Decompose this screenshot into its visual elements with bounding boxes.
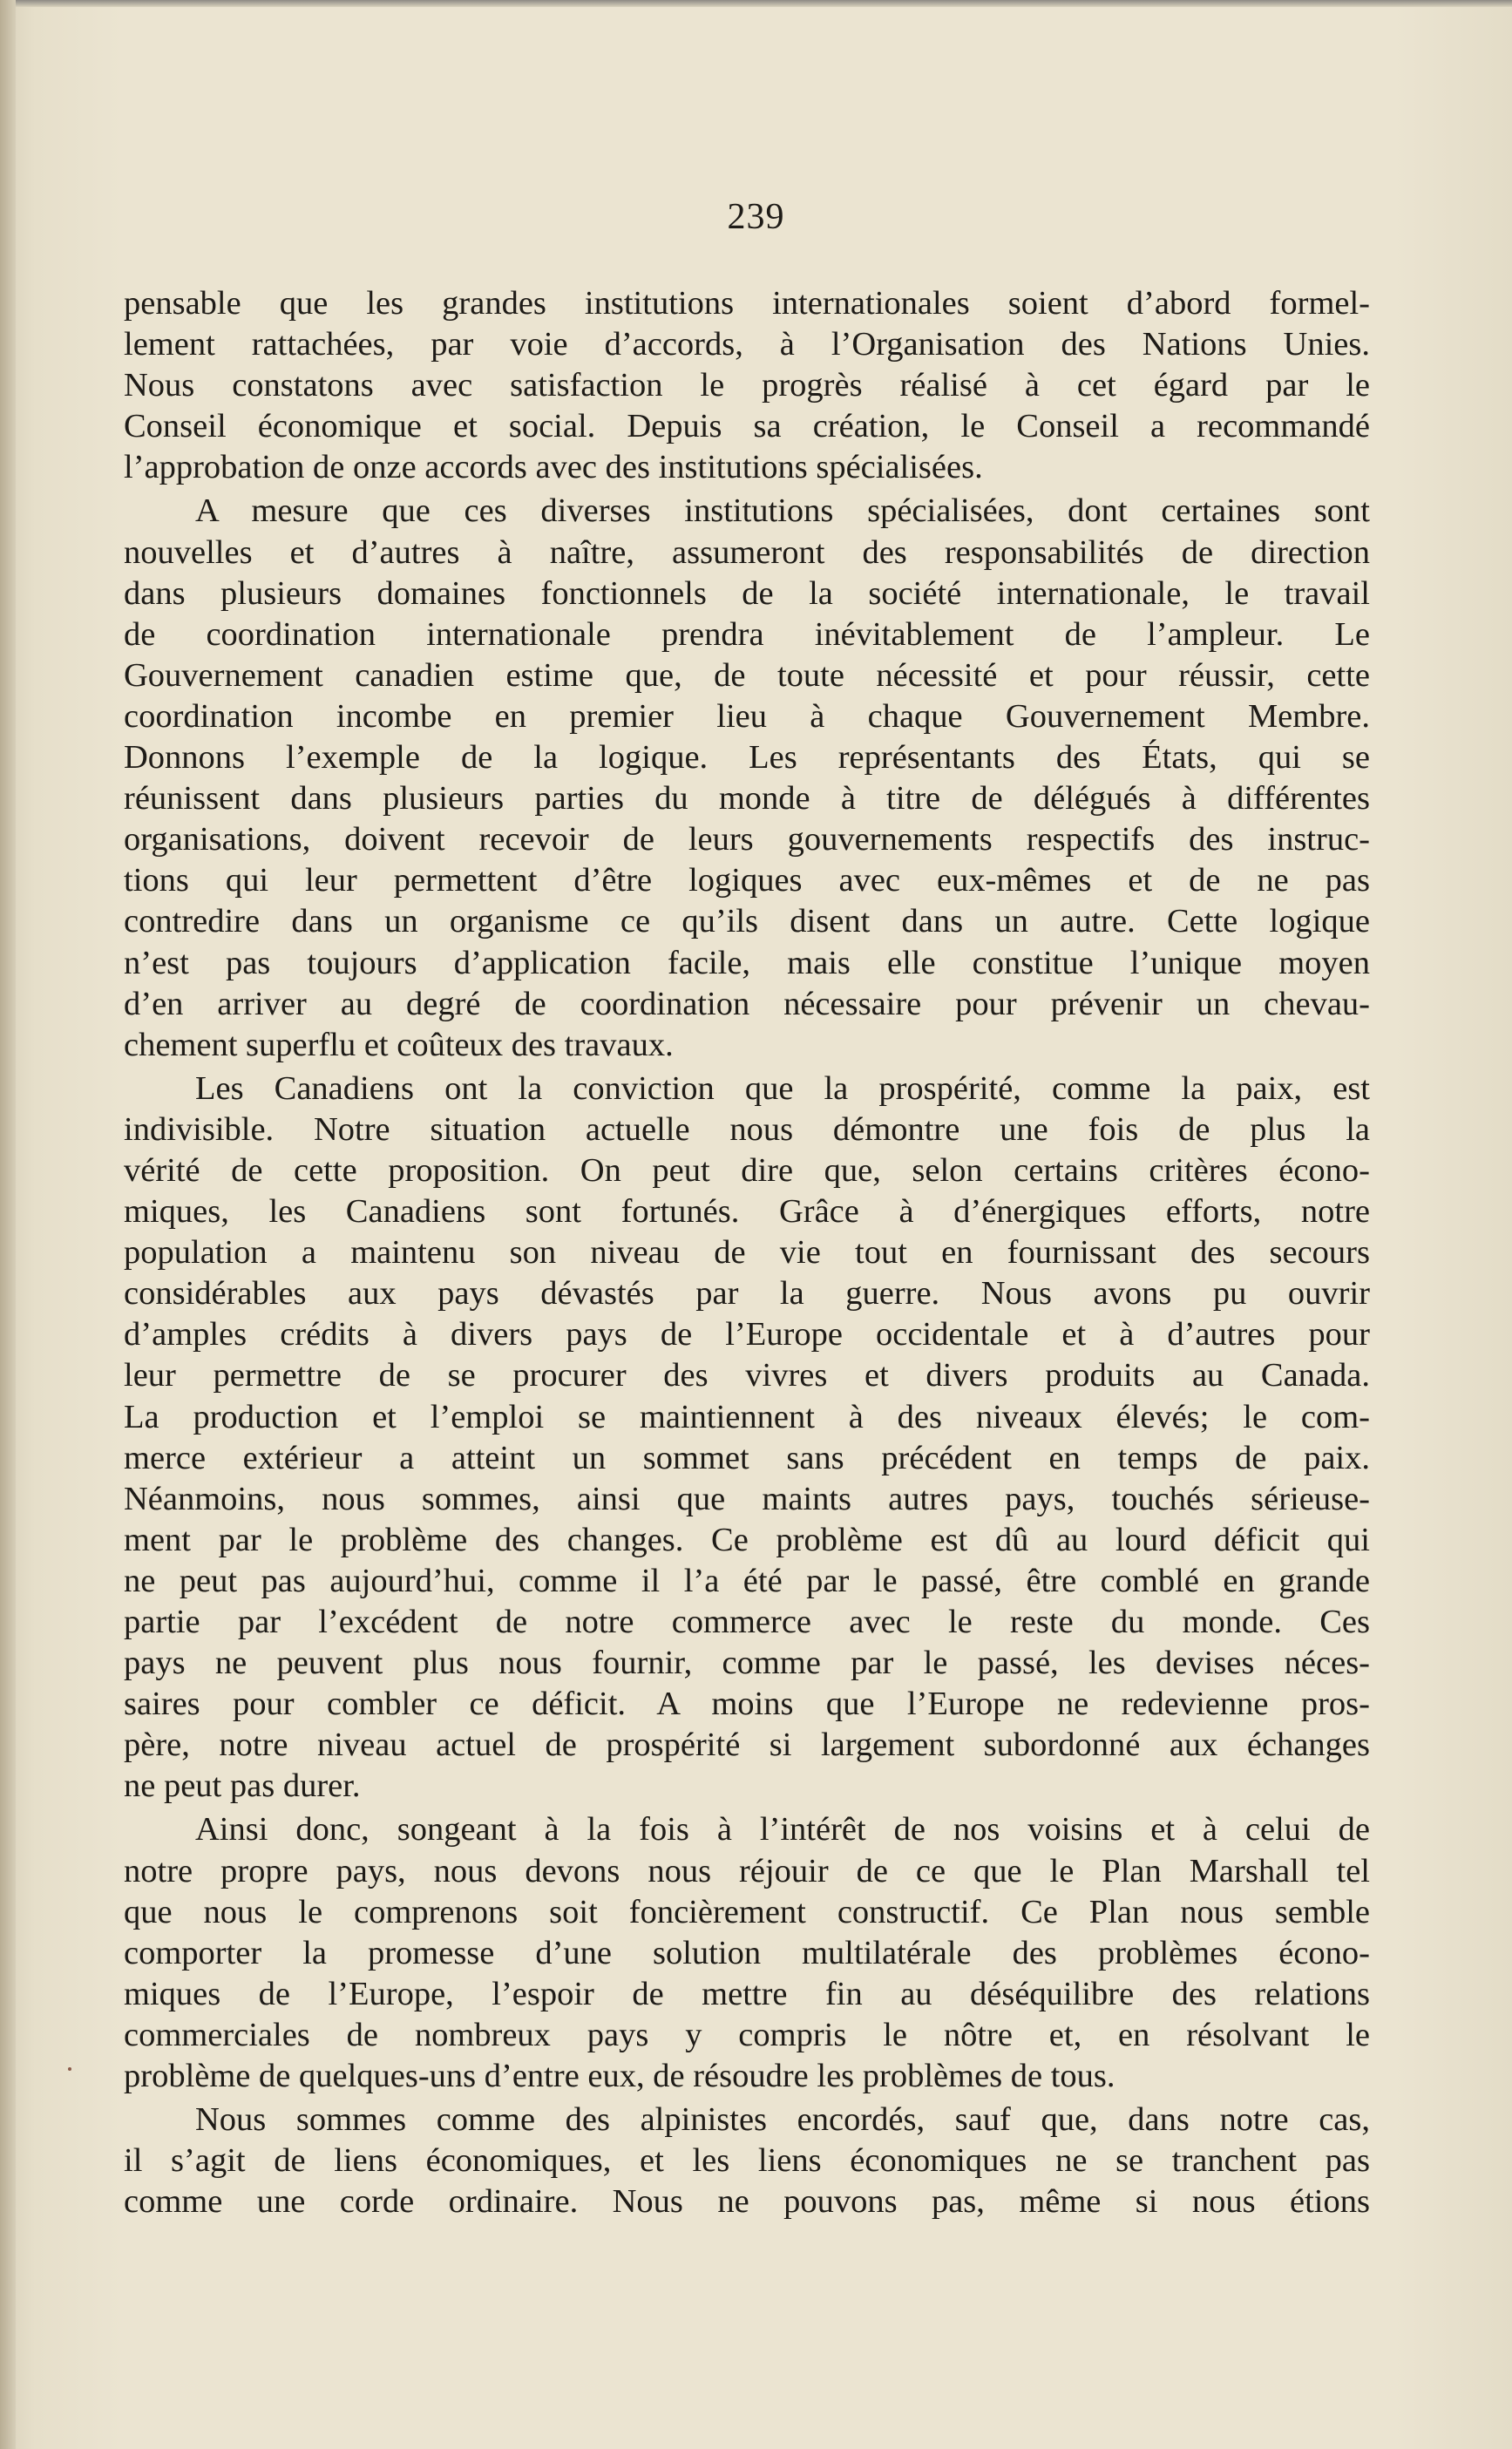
text-line: n’est pas toujours d’application facile, mais elle constitue l’unique moyen xyxy=(124,944,1370,981)
text-line: dans plusieurs domaines fonctionnels de la société internationale, le travail xyxy=(124,574,1370,612)
text-line: saires pour combler ce déficit. A moins que l’Europe ne redevienne pros- xyxy=(124,1686,1370,1723)
text-line: commerciales de nombreux pays y compris le nôtre et, en résolvant le xyxy=(124,2016,1370,2053)
text-line: contredire dans un organisme ce qu’ils disent dans un autre. Cette logique xyxy=(124,903,1370,940)
text-line: organisations, doivent recevoir de leurs gouvernements respectifs des instruc- xyxy=(124,821,1370,858)
text-line: comporter la promesse d’une solution multilatérale des problèmes écono- xyxy=(124,1934,1370,1971)
text-line: pensable que les grandes institutions internationales soient d’abord formel- xyxy=(124,285,1370,322)
text-line: Nous sommes comme des alpinistes encordés, sauf que, dans notre cas, xyxy=(195,2101,1370,2139)
text-line: père, notre niveau actuel de prospérité si largement subordonné aux échanges xyxy=(124,1727,1370,1764)
text-line: Ainsi donc, songeant à la fois à l’intérêt de nos voisins et à celui de xyxy=(195,1811,1370,1849)
page-number: 239 xyxy=(727,197,785,237)
paragraph xyxy=(124,1068,1370,1808)
text-line: réunissent dans plusieurs parties du monde à titre de délégués à différentes xyxy=(124,780,1370,817)
page-top-edge xyxy=(0,0,1512,7)
text-line: pays ne peuvent plus nous fournir, comme par le passé, les devises néces- xyxy=(124,1645,1370,1682)
text-line: l’approbation de onze accords avec des institutions spécialisées. xyxy=(124,449,983,486)
paragraph xyxy=(124,1809,1370,2097)
text-line: Gouvernement canadien estime que, de toute nécessité et pour réussir, cette xyxy=(124,656,1370,694)
text-line: population a maintenu son niveau de vie tout en fournissant des secours xyxy=(124,1234,1370,1272)
text-line: miques de l’Europe, l’espoir de mettre fin au déséquilibre des relations xyxy=(124,1975,1370,2012)
text-line: Conseil économique et social. Depuis sa création, le Conseil a recommandé xyxy=(124,408,1370,445)
text-line: problème de quelques-uns d’entre eux, de résoudre les problèmes de tous. xyxy=(124,2058,1115,2095)
page-binding-edge xyxy=(0,0,16,2449)
text-line: miques, les Canadiens sont fortunés. Grâce à d’énergiques efforts, notre xyxy=(124,1193,1370,1231)
text-line: de coordination internationale prendra inévitablement de l’ampleur. Le xyxy=(124,615,1370,653)
text-line: ne peut pas aujourd’hui, comme il l’a été par le passé, être comblé en grande xyxy=(124,1562,1370,1599)
text-line: d’en arriver au degré de coordination nécessaire pour prévenir un chevau- xyxy=(124,985,1370,1022)
text-line: nouvelles et d’autres à naître, assumeront des responsabilités de direction xyxy=(124,533,1370,571)
paragraph xyxy=(124,2100,1370,2222)
text-line: coordination incombe en premier lieu à chaque Gouvernement Membre. xyxy=(124,697,1370,735)
text-line: Néanmoins, nous sommes, ainsi que maints autres pays, touchés sérieuse- xyxy=(124,1480,1370,1517)
text-line: ne peut pas durer. xyxy=(124,1767,361,1805)
text-line: Donnons l’exemple de la logique. Les représentants des États, qui se xyxy=(124,739,1370,777)
text-line: comme une corde ordinaire. Nous ne pouvons pas, même si nous étions xyxy=(124,2183,1370,2221)
text-line: que nous le comprenons soit foncièrement constructif. Ce Plan nous semble xyxy=(124,1893,1370,1930)
text-line: La production et l’emploi se maintiennent à des niveaux élevés; le com- xyxy=(124,1398,1370,1435)
text-line: Les Canadiens ont la conviction que la prospérité, comme la paix, est xyxy=(195,1069,1370,1107)
text-line: il s’agit de liens économiques, et les liens économiques ne se tranchent pas xyxy=(124,2142,1370,2180)
text-line: A mesure que ces diverses institutions spécialisées, dont certaines sont xyxy=(195,492,1370,530)
margin-mark xyxy=(68,2067,71,2071)
text-line: leur permettre de se procurer des vivres et divers produits au Canada. xyxy=(124,1357,1370,1394)
text-line: vérité de cette proposition. On peut dire que, selon certains critères écono- xyxy=(124,1151,1370,1189)
paragraph xyxy=(124,491,1370,1065)
text-line: d’amples crédits à divers pays de l’Europe occidentale et à d’autres pour xyxy=(124,1316,1370,1353)
text-line: merce extérieur a atteint un sommet sans précédent en temps de paix. xyxy=(124,1439,1370,1476)
text-line: Nous constatons avec satisfaction le progrès réalisé à cet égard par le xyxy=(124,367,1370,404)
text-line: notre propre pays, nous devons nous réjouir de ce que le Plan Marshall tel xyxy=(124,1852,1370,1889)
text-line: ment par le problème des changes. Ce problème est dû au lourd déficit qui xyxy=(124,1521,1370,1558)
text-line: indivisible. Notre situation actuelle nous démontre une fois de plus la xyxy=(124,1110,1370,1148)
text-line: lement rattachées, par voie d’accords, à l’Organisation des Nations Unies. xyxy=(124,326,1370,363)
paragraph xyxy=(124,283,1370,488)
text-line: chement superflu et coûteux des travaux. xyxy=(124,1026,674,1063)
text-line: tions qui leur permettent d’être logiques avec eux-mêmes et de ne pas xyxy=(124,862,1370,899)
text-line: considérables aux pays dévastés par la guerre. Nous avons pu ouvrir xyxy=(124,1275,1370,1313)
text-line: partie par l’excédent de notre commerce avec le reste du monde. Ces xyxy=(124,1604,1370,1640)
body-text xyxy=(124,283,1370,2222)
